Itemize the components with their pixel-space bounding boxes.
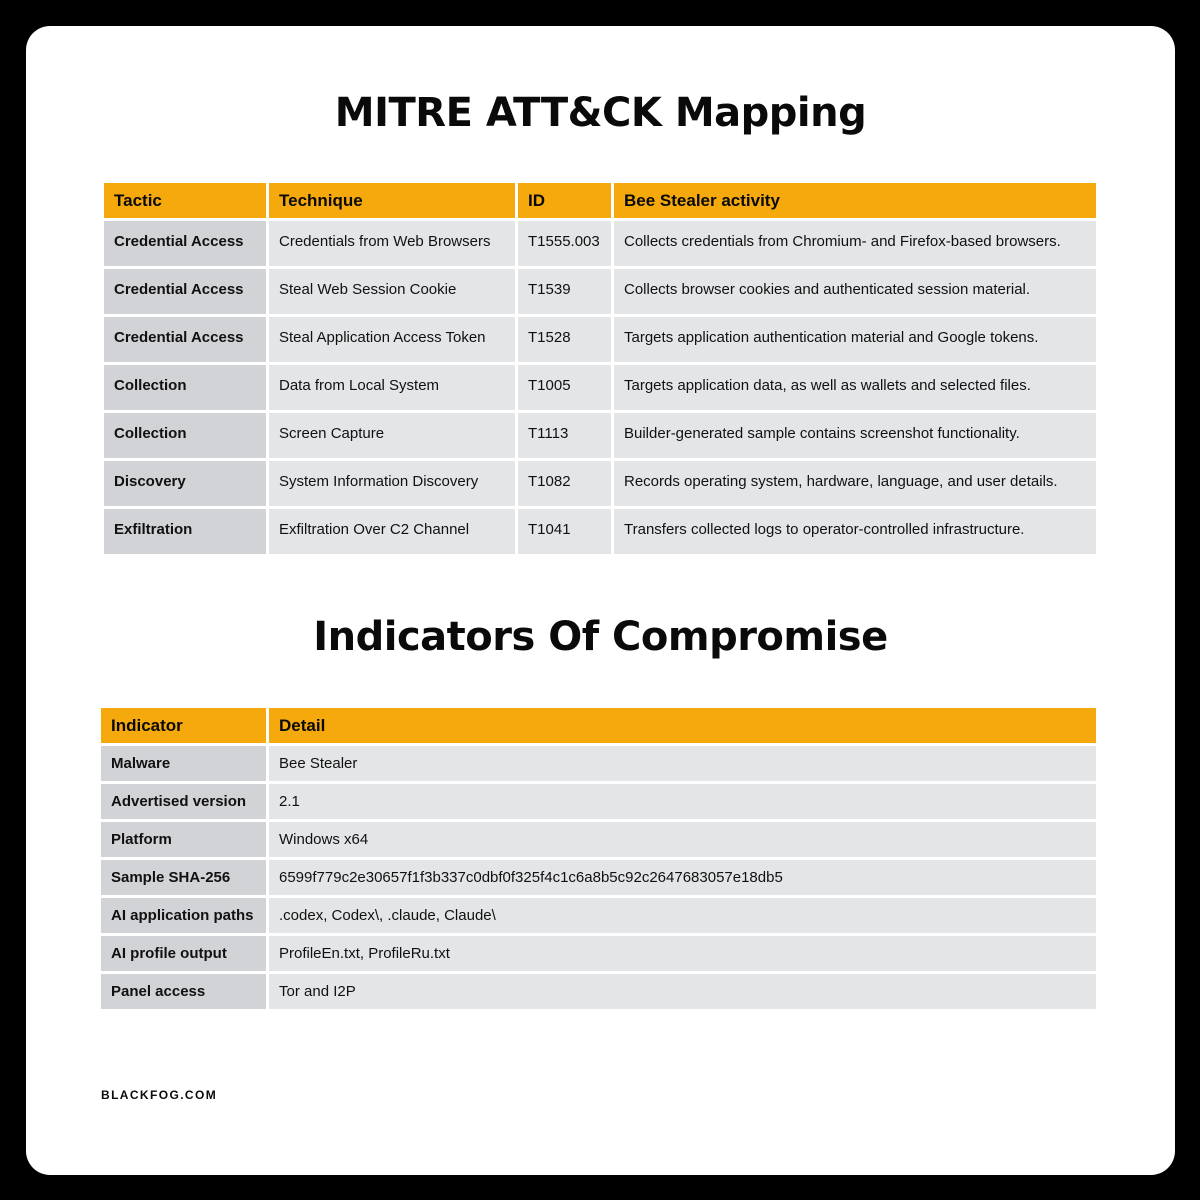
- detail-cell: Tor and I2P: [269, 974, 1096, 1009]
- ioc-table: [98, 705, 1099, 1012]
- table-row: [101, 746, 1096, 781]
- activity-cell: Targets application data, as well as wallets and selected files.: [614, 365, 1096, 410]
- ioc-title: Indicators Of Compromise: [313, 614, 888, 660]
- technique-id-cell: T1539: [518, 269, 611, 314]
- technique-cell: Exfiltration Over C2 Channel: [269, 509, 515, 554]
- tactic-cell: Discovery: [104, 461, 266, 506]
- indicator-cell: Platform: [101, 822, 266, 857]
- tactic-cell: Credential Access: [104, 221, 266, 266]
- activity-cell: Targets application authentication material and Google tokens.: [614, 317, 1096, 362]
- detail-cell: 2.1: [269, 784, 1096, 819]
- table-row: [104, 317, 1096, 362]
- ioc-header-detail: Detail: [269, 708, 1096, 743]
- mitre-table: [101, 180, 1099, 557]
- table-row: [101, 784, 1096, 819]
- technique-cell: Data from Local System: [269, 365, 515, 410]
- detail-cell: 6599f779c2e30657f1f3b337c0dbf0f325f4c1c6a8b5c92c2647683057e18db5: [269, 860, 1096, 895]
- tactic-cell: Collection: [104, 413, 266, 458]
- detail-cell: Windows x64: [269, 822, 1096, 857]
- table-row: [104, 221, 1096, 266]
- technique-cell: Screen Capture: [269, 413, 515, 458]
- tactic-cell: Credential Access: [104, 317, 266, 362]
- table-row: [104, 509, 1096, 554]
- table-row: [101, 936, 1096, 971]
- tactic-cell: Credential Access: [104, 269, 266, 314]
- detail-cell: .codex, Codex\, .claude, Claude\: [269, 898, 1096, 933]
- table-row: [101, 860, 1096, 895]
- mitre-header-activity: Bee Stealer activity: [614, 183, 1096, 218]
- technique-cell: Steal Application Access Token: [269, 317, 515, 362]
- table-row: [104, 365, 1096, 410]
- technique-id-cell: T1041: [518, 509, 611, 554]
- indicator-cell: Advertised version: [101, 784, 266, 819]
- table-row: [101, 974, 1096, 1009]
- indicator-cell: Sample SHA-256: [101, 860, 266, 895]
- table-row: [101, 898, 1096, 933]
- technique-id-cell: T1113: [518, 413, 611, 458]
- technique-id-cell: T1528: [518, 317, 611, 362]
- technique-cell: System Information Discovery: [269, 461, 515, 506]
- activity-cell: Transfers collected logs to operator-controlled infrastructure.: [614, 509, 1096, 554]
- technique-id-cell: T1005: [518, 365, 611, 410]
- tactic-cell: Exfiltration: [104, 509, 266, 554]
- technique-id-cell: T1555.003: [518, 221, 611, 266]
- indicator-cell: AI application paths: [101, 898, 266, 933]
- mitre-title: MITRE ATT&CK Mapping: [334, 90, 867, 136]
- ioc-header-row: [101, 708, 1096, 743]
- table-row: [104, 461, 1096, 506]
- technique-cell: Credentials from Web Browsers: [269, 221, 515, 266]
- table-row: [104, 269, 1096, 314]
- technique-id-cell: T1082: [518, 461, 611, 506]
- activity-cell: Builder-generated sample contains screenshot functionality.: [614, 413, 1096, 458]
- table-row: [104, 413, 1096, 458]
- indicator-cell: AI profile output: [101, 936, 266, 971]
- activity-cell: Collects browser cookies and authenticated session material.: [614, 269, 1096, 314]
- tactic-cell: Collection: [104, 365, 266, 410]
- mitre-header-tactic: Tactic: [104, 183, 266, 218]
- ioc-header-indicator: Indicator: [101, 708, 266, 743]
- content-card: [26, 26, 1175, 1175]
- activity-cell: Collects credentials from Chromium- and Firefox-based browsers.: [614, 221, 1096, 266]
- indicator-cell: Malware: [101, 746, 266, 781]
- technique-cell: Steal Web Session Cookie: [269, 269, 515, 314]
- detail-cell: Bee Stealer: [269, 746, 1096, 781]
- mitre-header-row: [104, 183, 1096, 218]
- indicator-cell: Panel access: [101, 974, 266, 1009]
- mitre-header-technique: Technique: [269, 183, 515, 218]
- table-row: [101, 822, 1096, 857]
- detail-cell: ProfileEn.txt, ProfileRu.txt: [269, 936, 1096, 971]
- activity-cell: Records operating system, hardware, language, and user details.: [614, 461, 1096, 506]
- footer-brand: BLACKFOG.COM: [101, 1088, 218, 1102]
- mitre-header-id: ID: [518, 183, 611, 218]
